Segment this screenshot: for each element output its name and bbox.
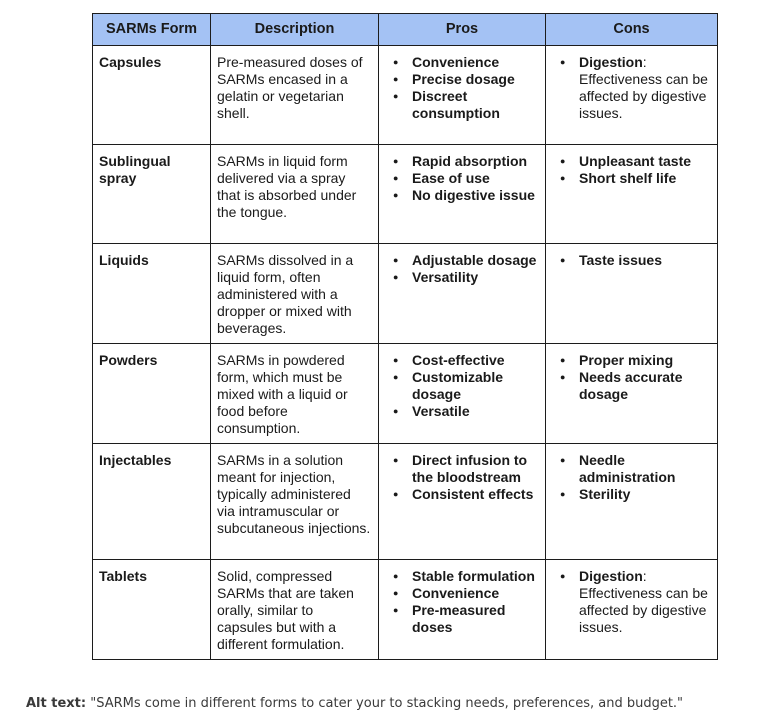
description-cell: Pre-measured doses of SARMs encased in a gelatin or vegetarian shell. xyxy=(211,46,379,145)
cons-list xyxy=(552,352,711,403)
con-item-label: Needs accurate dosage xyxy=(579,369,683,402)
form-name-cell: Injectables xyxy=(93,444,211,560)
cons-cell xyxy=(546,444,718,560)
description-cell: SARMs dissolved in a liquid form, often administered with a dropper or mixed with beverages. xyxy=(211,244,379,344)
form-name-cell: Sublingual spray xyxy=(93,145,211,244)
con-item-label: Needle administration xyxy=(579,452,676,485)
con-item xyxy=(552,54,711,122)
cons-cell xyxy=(546,244,718,344)
pros-list xyxy=(385,54,539,122)
con-item xyxy=(552,252,711,269)
pro-item xyxy=(385,170,539,187)
table-row xyxy=(93,560,718,660)
pro-item xyxy=(385,403,539,420)
pro-item xyxy=(385,486,539,503)
pros-cell xyxy=(379,46,546,145)
pro-item xyxy=(385,54,539,71)
header-sarms-form: SARMs Form xyxy=(93,14,211,46)
pro-item xyxy=(385,452,539,486)
form-name-cell: Tablets xyxy=(93,560,211,660)
pro-item xyxy=(385,602,539,636)
cons-list xyxy=(552,153,711,187)
pro-item-label: Convenience xyxy=(412,54,500,70)
pros-list xyxy=(385,568,539,636)
pro-item xyxy=(385,369,539,403)
header-pros: Pros xyxy=(379,14,546,46)
cons-cell xyxy=(546,344,718,444)
pro-item-label: Versatile xyxy=(412,403,470,419)
con-item-detail: : Effectiveness can be affected by digestive issues. xyxy=(579,54,708,121)
pro-item-label: Rapid absorption xyxy=(412,153,528,169)
pro-item-label: Consistent effects xyxy=(412,486,534,502)
con-item-label: Proper mixing xyxy=(579,352,674,368)
form-name-cell: Capsules xyxy=(93,46,211,145)
pro-item xyxy=(385,585,539,602)
form-name-cell: Powders xyxy=(93,344,211,444)
pros-list xyxy=(385,153,539,204)
con-item xyxy=(552,170,711,187)
table-header-row xyxy=(93,14,718,46)
pro-item-label: No digestive issue xyxy=(412,187,535,203)
pros-cell xyxy=(379,444,546,560)
pro-item-label: Direct infusion to the bloodstream xyxy=(412,452,528,485)
pro-item xyxy=(385,269,539,286)
pros-list xyxy=(385,352,539,420)
table-row xyxy=(93,244,718,344)
header-description: Description xyxy=(211,14,379,46)
con-item xyxy=(552,486,711,503)
table-row xyxy=(93,46,718,145)
pros-list xyxy=(385,252,539,286)
pro-item-label: Versatility xyxy=(412,269,479,285)
con-item xyxy=(552,153,711,170)
table-row xyxy=(93,145,718,244)
description-cell: SARMs in a solution meant for injection, typically administered via intramuscular or subcutaneous injections. xyxy=(211,444,379,560)
con-item xyxy=(552,568,711,636)
pro-item xyxy=(385,352,539,369)
con-item-label: Short shelf life xyxy=(579,170,677,186)
cons-list xyxy=(552,54,711,122)
pro-item-label: Precise dosage xyxy=(412,71,515,87)
cons-cell xyxy=(546,145,718,244)
pro-item xyxy=(385,153,539,170)
con-item-label: Unpleasant taste xyxy=(579,153,692,169)
pro-item-label: Adjustable dosage xyxy=(412,252,537,268)
pro-item xyxy=(385,88,539,122)
cons-list xyxy=(552,568,711,636)
pros-cell xyxy=(379,344,546,444)
pro-item-label: Convenience xyxy=(412,585,500,601)
pro-item xyxy=(385,187,539,204)
pro-item-label: Pre-measured doses xyxy=(412,602,506,635)
alt-text-caption xyxy=(26,696,683,711)
cons-list xyxy=(552,452,711,503)
form-name-cell: Liquids xyxy=(93,244,211,344)
cons-list xyxy=(552,252,711,269)
header-cons: Cons xyxy=(546,14,718,46)
table-row xyxy=(93,444,718,560)
description-cell: SARMs in liquid form delivered via a spray that is absorbed under the tongue. xyxy=(211,145,379,244)
pro-item-label: Customizable dosage xyxy=(412,369,504,402)
description-cell: Solid, compressed SARMs that are taken orally, similar to capsules but with a different formulation. xyxy=(211,560,379,660)
pro-item xyxy=(385,71,539,88)
sarms-forms-table xyxy=(92,13,718,660)
alt-text-label: Alt text: xyxy=(26,696,87,711)
pro-item-label: Ease of use xyxy=(412,170,490,186)
table-row xyxy=(93,344,718,444)
pros-cell xyxy=(379,244,546,344)
pros-list xyxy=(385,452,539,503)
pro-item xyxy=(385,252,539,269)
con-item-label: Sterility xyxy=(579,486,631,502)
con-item xyxy=(552,369,711,403)
alt-text-value: "SARMs come in different forms to cater your to stacking needs, preferences, and budget." xyxy=(90,696,684,711)
con-item-label: Digestion xyxy=(579,568,643,584)
pro-item-label: Cost-effective xyxy=(412,352,505,368)
pros-cell xyxy=(379,560,546,660)
cons-cell xyxy=(546,560,718,660)
pro-item xyxy=(385,568,539,585)
con-item-label: Digestion xyxy=(579,54,643,70)
con-item xyxy=(552,352,711,369)
con-item-label: Taste issues xyxy=(579,252,663,268)
cons-cell xyxy=(546,46,718,145)
con-item xyxy=(552,452,711,486)
pro-item-label: Stable formulation xyxy=(412,568,535,584)
pros-cell xyxy=(379,145,546,244)
pro-item-label: Discreet consumption xyxy=(412,88,500,121)
con-item-detail: : Effectiveness can be affected by digestive issues. xyxy=(579,568,708,635)
description-cell: SARMs in powdered form, which must be mixed with a liquid or food before consumption. xyxy=(211,344,379,444)
